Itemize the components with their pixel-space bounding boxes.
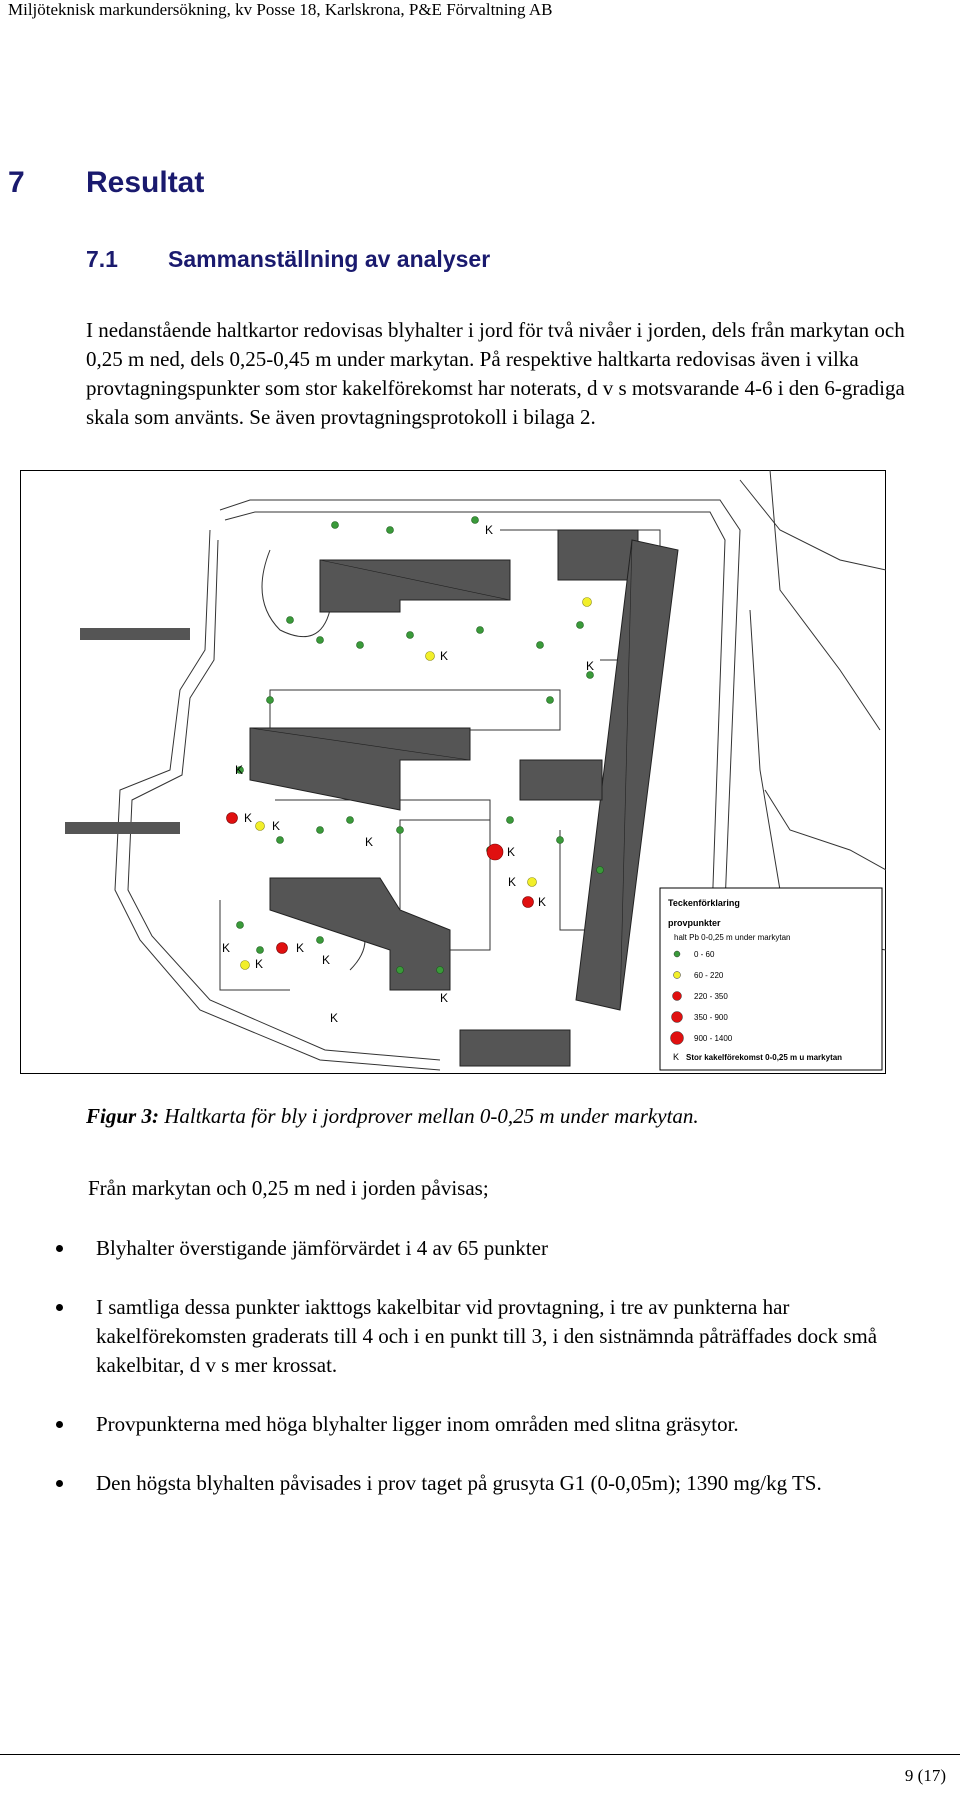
k-marker: K (508, 875, 517, 889)
k-marker: K (586, 659, 595, 673)
running-header: Miljöteknisk markundersökning, kv Posse 18, Karlskrona, P&E Förvaltning AB (8, 0, 553, 19)
legend-class-label: 220 - 350 (694, 992, 728, 1001)
figure-caption (86, 1104, 699, 1129)
figure-label: Figur 3: (86, 1104, 159, 1128)
legend-class-label: 0 - 60 (694, 950, 715, 959)
section-number: 7 (8, 166, 25, 199)
k-marker: K (255, 957, 264, 971)
legend-swatch (674, 972, 681, 979)
k-marker: K (440, 649, 449, 663)
list-item (56, 1469, 936, 1498)
intro-paragraph: I nedanstående haltkartor redovisas blyhalter i jord för två nivåer i jorden, dels från markytan och 0,25 m ned, dels 0,25-0,45 m under markytan. På respektive haltkarta redovisas även i vilka provtagningspunkter som stor kakelförekomst har noterats, d v s motsvarande 4-6 i den 6-gradiga skala som använts. Se även provtagningsprotokoll i bilaga 2. (86, 318, 905, 429)
legend-title: Teckenförklaring (668, 898, 740, 908)
k-marker: K (330, 1011, 339, 1025)
lead-text: Från markytan och 0,25 m ned i jorden påvisas; (88, 1176, 489, 1200)
list-item-text: Blyhalter överstigande jämförvärdet i 4 av 65 punkter (96, 1236, 548, 1260)
legend-k-marker: K (673, 1052, 680, 1062)
k-marker: K (365, 835, 374, 849)
k-marker: K (244, 811, 253, 825)
subsection-number: 7.1 (86, 246, 118, 272)
k-marker: K (507, 845, 516, 859)
legend-description: halt Pb 0-0,25 m under markytan (674, 933, 791, 942)
legend-swatch (674, 951, 680, 957)
list-item (56, 1410, 936, 1439)
legend-subtitle: provpunkter (668, 918, 721, 928)
k-marker: K (296, 941, 305, 955)
legend-class-label: 350 - 900 (694, 1013, 728, 1022)
figure-caption-text: Haltkarta för bly i jordprover mellan 0-0,25 m under markytan. (158, 1104, 699, 1128)
k-marker: K (322, 953, 331, 967)
footer-divider (0, 1754, 960, 1755)
section-heading (8, 166, 204, 200)
lead-concentration-map (20, 470, 886, 1074)
bullet-icon (56, 1480, 63, 1487)
list-item-text: Den högsta blyhalten påvisades i prov taget på grusyta G1 (0-0,05m); 1390 mg/kg TS. (96, 1471, 822, 1495)
legend-k-description: Stor kakelförekomst 0-0,25 m u markytan (686, 1053, 843, 1062)
k-marker: K (485, 523, 494, 537)
subsection-heading (86, 246, 490, 273)
list-item (56, 1293, 936, 1380)
legend-swatch (671, 1032, 684, 1045)
section-title: Resultat (86, 166, 205, 199)
list-item (56, 1234, 936, 1263)
k-marker: K (235, 763, 244, 777)
bullet-icon (56, 1304, 63, 1311)
legend-swatch (673, 992, 682, 1001)
legend-class-label: 900 - 1400 (694, 1034, 733, 1043)
legend-swatch (672, 1012, 683, 1023)
bullet-icon (56, 1421, 63, 1428)
bullet-icon (56, 1245, 63, 1252)
list-item-text: Provpunkterna med höga blyhalter ligger inom områden med slitna gräsytor. (96, 1412, 739, 1436)
page-number: 9 (17) (904, 1766, 946, 1785)
k-marker: K (440, 991, 449, 1005)
findings-list (56, 1234, 936, 1528)
map-legend (660, 888, 882, 1070)
list-item-text: I samtliga dessa punkter iakttogs kakelbitar vid provtagning, i tre av punkterna har kakelförekomsten graderats till 4 och i en punkt till 3, i den sistnämnda påträffades dock små kakelbitar, d v s mer krossat. (96, 1295, 878, 1377)
subsection-title: Sammanställning av analyser (168, 246, 491, 272)
k-marker: K (538, 895, 547, 909)
legend-class-label: 60 - 220 (694, 971, 724, 980)
k-marker: K (272, 819, 281, 833)
k-marker: K (222, 941, 231, 955)
